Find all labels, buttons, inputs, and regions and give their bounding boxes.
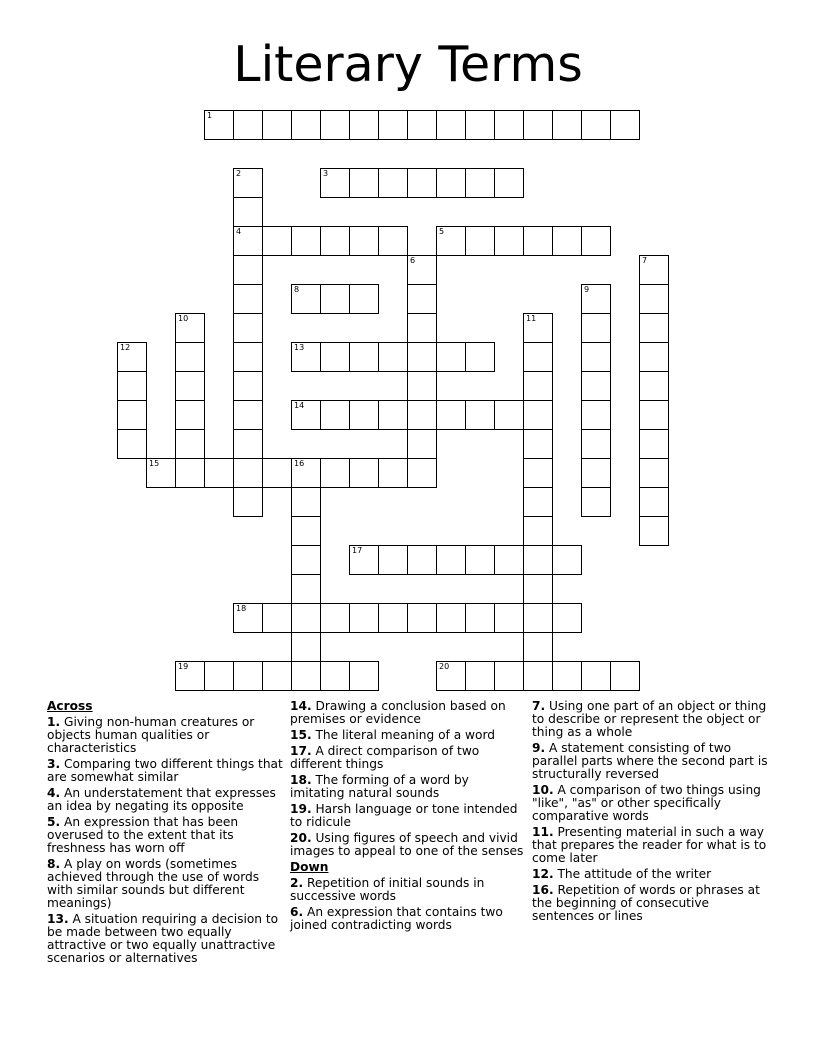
- grid-cell[interactable]: [233, 458, 263, 488]
- grid-cell[interactable]: [117, 342, 147, 372]
- clue-item-text: Comparing two different things that are somewhat similar: [47, 757, 283, 784]
- grid-cell[interactable]: [262, 110, 292, 140]
- grid-cell[interactable]: [117, 400, 147, 430]
- grid-cell[interactable]: [494, 110, 524, 140]
- grid-cell[interactable]: [175, 458, 205, 488]
- grid-cell[interactable]: [378, 110, 408, 140]
- clue-item-number: 20.: [290, 831, 312, 845]
- grid-cell[interactable]: [233, 168, 263, 198]
- grid-cell[interactable]: [639, 313, 669, 343]
- clue-item: [290, 700, 524, 726]
- grid-cell[interactable]: [436, 400, 466, 430]
- clue-item: [47, 758, 283, 784]
- grid-cell[interactable]: [407, 603, 437, 633]
- grid-cell[interactable]: [523, 110, 553, 140]
- clue-item-number: 17.: [290, 744, 312, 758]
- clue-item: [532, 884, 768, 923]
- clue-item: [290, 774, 524, 800]
- grid-cell[interactable]: [233, 342, 263, 372]
- grid-cell[interactable]: [523, 342, 553, 372]
- clue-item: [47, 716, 283, 755]
- grid-cell[interactable]: [436, 226, 466, 256]
- grid-cell[interactable]: [581, 110, 611, 140]
- clue-number: 17: [352, 546, 363, 555]
- grid-cell[interactable]: [291, 284, 321, 314]
- grid-cell[interactable]: [349, 603, 379, 633]
- grid-cell[interactable]: [523, 661, 553, 691]
- grid-cell[interactable]: [233, 255, 263, 285]
- clue-item-number: 16.: [532, 883, 554, 897]
- grid-cell[interactable]: [465, 168, 495, 198]
- grid-cell[interactable]: [378, 226, 408, 256]
- clue-item-number: 7.: [532, 699, 546, 713]
- grid-cell[interactable]: [175, 429, 205, 459]
- clue-number: 8: [294, 285, 300, 294]
- clue-number: 3: [323, 169, 329, 178]
- clue-item-number: 3.: [47, 757, 61, 771]
- clue-item-number: 4.: [47, 786, 61, 800]
- clue-number: 11: [526, 314, 537, 323]
- grid-cell[interactable]: [291, 342, 321, 372]
- grid-cell[interactable]: [465, 110, 495, 140]
- grid-cell[interactable]: [407, 545, 437, 575]
- grid-cell[interactable]: [465, 400, 495, 430]
- grid-cell[interactable]: [581, 284, 611, 314]
- grid-cell[interactable]: [523, 226, 553, 256]
- grid-cell[interactable]: [639, 342, 669, 372]
- grid-cell[interactable]: [175, 342, 205, 372]
- grid-cell[interactable]: [233, 197, 263, 227]
- grid-cell[interactable]: [407, 429, 437, 459]
- grid-cell[interactable]: [523, 313, 553, 343]
- clue-item: [532, 784, 768, 823]
- grid-cell[interactable]: [378, 458, 408, 488]
- grid-cell[interactable]: [436, 661, 466, 691]
- grid-cell[interactable]: [407, 400, 437, 430]
- grid-cell[interactable]: [378, 342, 408, 372]
- grid-cell[interactable]: [407, 110, 437, 140]
- grid-cell[interactable]: [291, 487, 321, 517]
- clue-number: 9: [584, 285, 590, 294]
- grid-cell[interactable]: [639, 429, 669, 459]
- grid-cell[interactable]: [581, 400, 611, 430]
- grid-cell[interactable]: [291, 110, 321, 140]
- grid-cell[interactable]: [610, 661, 640, 691]
- grid-cell[interactable]: [552, 226, 582, 256]
- clue-item-text: An expression that contains two joined contradicting words: [290, 905, 503, 932]
- clue-item: [532, 700, 768, 739]
- grid-cell[interactable]: [523, 516, 553, 546]
- clue-item-text: A play on words (sometimes achieved through the use of words with similar sounds but different meanings): [47, 857, 260, 910]
- clue-item-number: 13.: [47, 912, 69, 926]
- grid-cell[interactable]: [436, 603, 466, 633]
- grid-cell[interactable]: [436, 342, 466, 372]
- clue-item-text: Giving non-human creatures or objects human qualities or characteristics: [47, 715, 255, 755]
- grid-cell[interactable]: [465, 226, 495, 256]
- clue-item: [290, 729, 524, 742]
- grid-cell[interactable]: [320, 110, 350, 140]
- clue-column-3: [532, 700, 768, 926]
- grid-cell[interactable]: [378, 168, 408, 198]
- clue-item: [47, 816, 283, 855]
- clue-item: [290, 906, 524, 932]
- clue-column-2: [290, 700, 524, 935]
- grid-cell[interactable]: [117, 371, 147, 401]
- grid-cell[interactable]: [436, 110, 466, 140]
- clue-number: 10: [178, 314, 189, 323]
- clue-item-number: 15.: [290, 728, 312, 742]
- grid-cell[interactable]: [291, 226, 321, 256]
- grid-cell[interactable]: [291, 516, 321, 546]
- clue-item-text: Repetition of initial sounds in successive words: [290, 876, 485, 903]
- grid-cell[interactable]: [262, 603, 292, 633]
- grid-cell[interactable]: [465, 603, 495, 633]
- grid-cell[interactable]: [320, 168, 350, 198]
- grid-cell[interactable]: [436, 545, 466, 575]
- grid-cell[interactable]: [117, 429, 147, 459]
- grid-cell[interactable]: [407, 371, 437, 401]
- clue-item-number: 2.: [290, 876, 304, 890]
- grid-cell[interactable]: [465, 661, 495, 691]
- clue-number: 5: [439, 227, 445, 236]
- grid-cell[interactable]: [233, 400, 263, 430]
- grid-cell[interactable]: [523, 400, 553, 430]
- clue-number: 6: [410, 256, 416, 265]
- clue-item-text: Using one part of an object or thing to describe or represent the object or thing as a whole: [532, 699, 767, 739]
- grid-cell[interactable]: [320, 284, 350, 314]
- clue-item-text: Presenting material in such a way that prepares the reader for what is to come later: [532, 825, 767, 865]
- grid-cell[interactable]: [378, 545, 408, 575]
- grid-cell[interactable]: [523, 632, 553, 662]
- grid-cell[interactable]: [320, 400, 350, 430]
- grid-cell[interactable]: [639, 284, 669, 314]
- grid-cell[interactable]: [204, 110, 234, 140]
- grid-cell[interactable]: [465, 545, 495, 575]
- grid-cell[interactable]: [407, 313, 437, 343]
- grid-cell[interactable]: [146, 458, 176, 488]
- clue-item-number: 12.: [532, 867, 554, 881]
- clue-number: 13: [294, 343, 305, 352]
- grid-cell[interactable]: [465, 342, 495, 372]
- clue-item-text: Using figures of speech and vivid images to appeal to one of the senses: [290, 831, 524, 858]
- clue-item: [532, 742, 768, 781]
- grid-cell[interactable]: [291, 632, 321, 662]
- grid-cell[interactable]: [581, 458, 611, 488]
- clue-item-number: 19.: [290, 802, 312, 816]
- grid-cell[interactable]: [291, 400, 321, 430]
- grid-cell[interactable]: [523, 574, 553, 604]
- grid-cell[interactable]: [233, 110, 263, 140]
- grid-cell[interactable]: [233, 487, 263, 517]
- clue-number: 7: [642, 256, 648, 265]
- grid-cell[interactable]: [291, 458, 321, 488]
- clue-item: [290, 745, 524, 771]
- grid-cell[interactable]: [320, 342, 350, 372]
- grid-cell[interactable]: [494, 603, 524, 633]
- clue-item: [290, 832, 524, 858]
- clue-item-number: 8.: [47, 857, 61, 871]
- clue-item-number: 6.: [290, 905, 304, 919]
- grid-cell[interactable]: [233, 284, 263, 314]
- grid-cell[interactable]: [320, 603, 350, 633]
- grid-cell[interactable]: [262, 661, 292, 691]
- grid-cell[interactable]: [552, 545, 582, 575]
- grid-cell[interactable]: [552, 661, 582, 691]
- grid-cell[interactable]: [581, 661, 611, 691]
- grid-cell[interactable]: [262, 458, 292, 488]
- grid-cell[interactable]: [349, 545, 379, 575]
- grid-cell[interactable]: [523, 545, 553, 575]
- grid-cell[interactable]: [610, 110, 640, 140]
- grid-cell[interactable]: [175, 661, 205, 691]
- clue-item: [532, 826, 768, 865]
- clue-item-number: 11.: [532, 825, 554, 839]
- clue-number: 18: [236, 604, 247, 613]
- grid-cell[interactable]: [523, 603, 553, 633]
- clue-item-text: A situation requiring a decision to be made between two equally attractive or two equally unattractive scenarios or alternatives: [47, 912, 279, 965]
- grid-cell[interactable]: [494, 226, 524, 256]
- grid-cell[interactable]: [523, 487, 553, 517]
- clue-item-text: A direct comparison of two different things: [290, 744, 480, 771]
- clue-number: 1: [207, 111, 213, 120]
- grid-cell[interactable]: [494, 545, 524, 575]
- grid-cell[interactable]: [639, 255, 669, 285]
- clue-item-text: A comparison of two things using "like", "as" or other specifically comparative words: [532, 783, 761, 823]
- grid-cell[interactable]: [407, 168, 437, 198]
- grid-cell[interactable]: [233, 313, 263, 343]
- grid-cell[interactable]: [349, 168, 379, 198]
- grid-cell[interactable]: [378, 603, 408, 633]
- clue-item: [290, 803, 524, 829]
- clue-number: 14: [294, 401, 305, 410]
- clue-item-text: An understatement that expresses an idea by negating its opposite: [47, 786, 276, 813]
- grid-cell[interactable]: [581, 313, 611, 343]
- clue-item-text: Harsh language or tone intended to ridicule: [290, 802, 518, 829]
- clue-section-heading: Down: [290, 860, 329, 874]
- grid-cell[interactable]: [581, 429, 611, 459]
- clue-item-text: Repetition of words or phrases at the beginning of consecutive sentences or lines: [532, 883, 760, 923]
- clue-item-text: An expression that has been overused to the extent that its freshness has worn off: [47, 815, 239, 855]
- grid-cell[interactable]: [349, 661, 379, 691]
- clue-item-text: The forming of a word by imitating natural sounds: [290, 773, 469, 800]
- grid-cell[interactable]: [407, 284, 437, 314]
- grid-cell[interactable]: [523, 371, 553, 401]
- grid-cell[interactable]: [494, 400, 524, 430]
- grid-cell[interactable]: [349, 400, 379, 430]
- clue-item-number: 18.: [290, 773, 312, 787]
- grid-cell[interactable]: [349, 110, 379, 140]
- grid-cell[interactable]: [378, 400, 408, 430]
- grid-cell[interactable]: [436, 168, 466, 198]
- clue-section-heading: Across: [47, 699, 93, 713]
- grid-cell[interactable]: [233, 603, 263, 633]
- grid-cell[interactable]: [407, 458, 437, 488]
- grid-cell[interactable]: [233, 371, 263, 401]
- grid-cell[interactable]: [523, 429, 553, 459]
- clue-item-number: 14.: [290, 699, 312, 713]
- grid-cell[interactable]: [291, 661, 321, 691]
- grid-cell[interactable]: [349, 284, 379, 314]
- grid-cell[interactable]: [349, 342, 379, 372]
- clue-item: [47, 787, 283, 813]
- grid-cell[interactable]: [291, 545, 321, 575]
- clue-item: [47, 858, 283, 910]
- grid-cell[interactable]: [639, 458, 669, 488]
- grid-cell[interactable]: [581, 487, 611, 517]
- clue-item-text: The attitude of the writer: [557, 867, 712, 881]
- clue-item: [532, 868, 768, 881]
- clue-number: 16: [294, 459, 305, 468]
- grid-cell[interactable]: [552, 603, 582, 633]
- grid-cell[interactable]: [581, 371, 611, 401]
- clue-item-text: A statement consisting of two parallel parts where the second part is structurally reversed: [532, 741, 768, 781]
- clue-item-number: 10.: [532, 783, 554, 797]
- clue-number: 19: [178, 662, 189, 671]
- grid-cell[interactable]: [262, 226, 292, 256]
- grid-cell[interactable]: [320, 226, 350, 256]
- grid-cell[interactable]: [407, 342, 437, 372]
- grid-cell[interactable]: [494, 661, 524, 691]
- clue-item-number: 9.: [532, 741, 546, 755]
- clue-item-text: The literal meaning of a word: [315, 728, 496, 742]
- grid-cell[interactable]: [581, 226, 611, 256]
- grid-cell[interactable]: [639, 487, 669, 517]
- grid-cell[interactable]: [320, 661, 350, 691]
- grid-cell[interactable]: [175, 371, 205, 401]
- grid-cell[interactable]: [581, 342, 611, 372]
- grid-cell[interactable]: [204, 661, 234, 691]
- grid-cell[interactable]: [233, 429, 263, 459]
- grid-cell[interactable]: [494, 168, 524, 198]
- clue-item-number: 1.: [47, 715, 61, 729]
- grid-cell[interactable]: [523, 458, 553, 488]
- grid-cell[interactable]: [407, 255, 437, 285]
- grid-cell[interactable]: [349, 226, 379, 256]
- grid-cell[interactable]: [291, 574, 321, 604]
- clue-number: 15: [149, 459, 160, 468]
- grid-cell[interactable]: [639, 400, 669, 430]
- page-title: Literary Terms: [233, 36, 583, 93]
- grid-cell[interactable]: [204, 458, 234, 488]
- clue-item-number: 5.: [47, 815, 61, 829]
- clue-number: 2: [236, 169, 242, 178]
- clue-number: 12: [120, 343, 131, 352]
- grid-cell[interactable]: [552, 110, 582, 140]
- grid-cell[interactable]: [639, 516, 669, 546]
- grid-cell[interactable]: [175, 400, 205, 430]
- grid-cell[interactable]: [320, 458, 350, 488]
- clue-number: 20: [439, 662, 450, 671]
- clue-number: 4: [236, 227, 242, 236]
- grid-cell[interactable]: [639, 371, 669, 401]
- grid-cell[interactable]: [349, 458, 379, 488]
- clue-item: [47, 913, 283, 965]
- clue-item: [290, 877, 524, 903]
- grid-cell[interactable]: [233, 226, 263, 256]
- grid-cell[interactable]: [291, 603, 321, 633]
- grid-cell[interactable]: [175, 313, 205, 343]
- clue-item-text: Drawing a conclusion based on premises or evidence: [290, 699, 506, 726]
- clue-column-1: [47, 700, 283, 968]
- grid-cell[interactable]: [233, 661, 263, 691]
